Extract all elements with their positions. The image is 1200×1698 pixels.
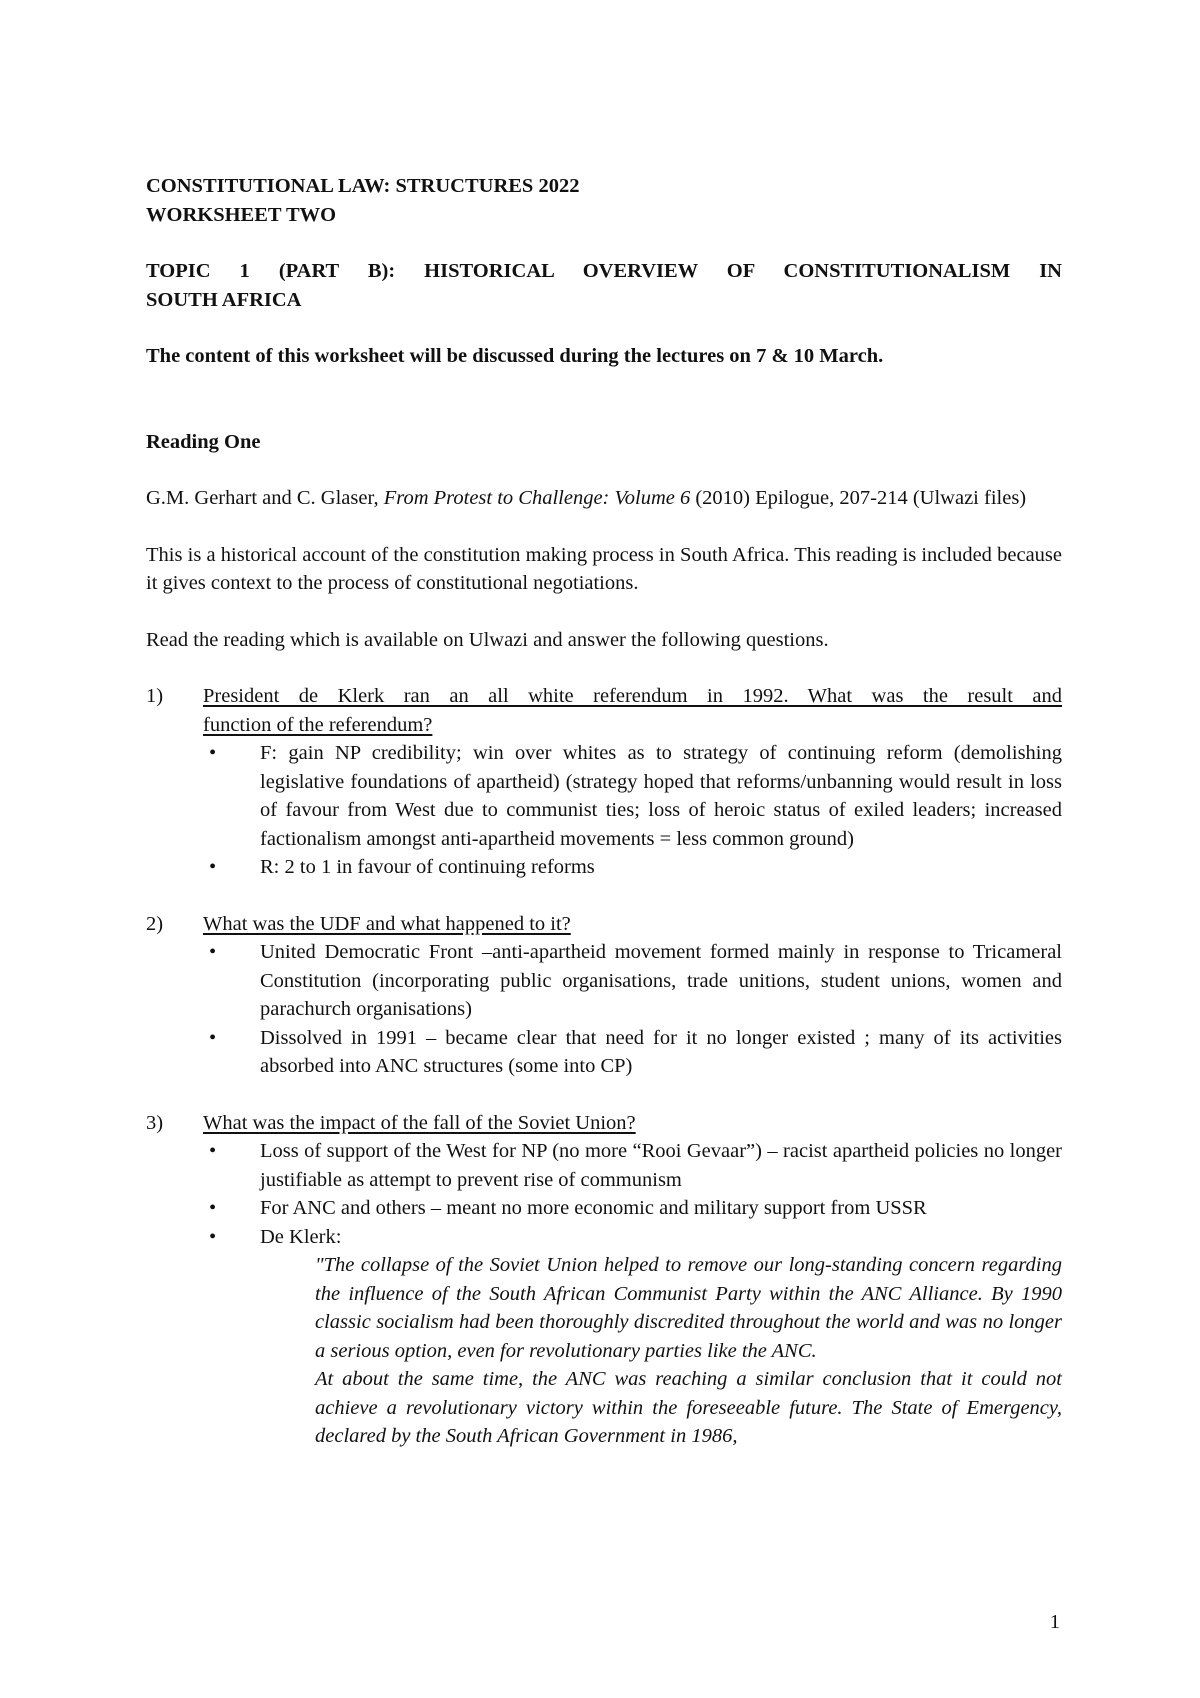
bullet-icon: •	[209, 941, 217, 963]
citation-details: (2010) Epilogue, 207-214 (Ulwazi files)	[690, 487, 1027, 509]
bullet-icon: •	[209, 1225, 217, 1248]
question-1-text-line-2: function of the referendum?	[203, 713, 433, 736]
question-2-head	[146, 910, 1062, 939]
topic-line-1: TOPIC 1 (PART B): HISTORICAL OVERVIEW OF CONSTITUTIONALISM IN	[146, 260, 1062, 282]
question-1-head	[146, 682, 1062, 739]
reading-heading: Reading One	[146, 430, 261, 453]
question-1	[146, 682, 1062, 882]
list-item	[203, 938, 1062, 1024]
list-item	[203, 739, 1062, 853]
citation-title: From Protest to Challenge: Volume 6	[383, 487, 691, 509]
list-item-text: Loss of support of the West for NP (no more “Rooi Gevaar”) – racist apartheid policies no longer justifiable as attempt to prevent rise of communism	[260, 1140, 1062, 1191]
bullet-icon: •	[209, 1026, 217, 1049]
topic-line-2: SOUTH AFRICA	[146, 288, 302, 311]
list-item-text: Dissolved in 1991 – became clear that need for it no longer existed ; many of its activities absorbed into ANC structures (some into CP)	[260, 1026, 1062, 1077]
answer-list	[146, 739, 1062, 882]
list-item-text: De Klerk:	[260, 1225, 342, 1248]
reading-instruction: Read the reading which is available on Ulwazi and answer the following questions.	[146, 628, 829, 651]
answer-list	[146, 938, 1062, 1081]
question-1-text-line-1: President de Klerk ran an all white referendum in 1992. What was the result and	[203, 685, 1062, 707]
list-item-text: For ANC and others – meant no more economic and military support from USSR	[260, 1197, 927, 1219]
bullet-icon: •	[209, 742, 217, 764]
course-title: CONSTITUTIONAL LAW: STRUCTURES 2022	[146, 175, 580, 197]
bullet-icon: •	[209, 856, 217, 878]
list-item	[203, 1223, 1062, 1252]
page-number: 1	[1049, 1611, 1060, 1633]
question-3-text: What was the impact of the fall of the Soviet Union?	[203, 1111, 636, 1134]
list-item-text: F: gain NP credibility; win over whites as to strategy of continuing reform (demolishing legislative foundations of apartheid) (strategy hoped that reforms/unbanning would result in loss of favour from West due to communist ties; loss of heroic status of exiled leaders; increased factionalism amongst anti-apartheid movements = less common ground)	[260, 742, 1062, 850]
title-block	[146, 172, 1062, 229]
list-item-text: United Democratic Front –anti-apartheid movement formed mainly in response to Tricameral Constitution (incorporating public organisations, trade unitions, student unions, women and parachurch organisations)	[260, 941, 1062, 1020]
quote-paragraph-2: At about the same time, the ANC was reaching a similar conclusion that it could not achieve a revolutionary victory within the foreseeable future. The State of Emergency, declared by the South African Government in 1986,	[315, 1368, 1062, 1447]
bullet-icon: •	[209, 1140, 217, 1162]
reading-description: This is a historical account of the constitution making process in South Africa. This reading is included because it gives context to the process of constitutional negotiations.	[146, 543, 1062, 594]
list-item	[203, 1024, 1062, 1081]
list-item-text: R: 2 to 1 in favour of continuing reforms	[260, 856, 595, 878]
answer-list	[146, 1137, 1062, 1251]
list-item	[203, 853, 1062, 882]
worksheet-title: WORKSHEET TWO	[146, 203, 337, 226]
reading-citation	[146, 484, 1062, 513]
quote-paragraph-1: "The collapse of the Soviet Union helped to remove our long-standing concern regarding the influence of the South African Communist Party within the ANC Alliance. By 1990 classic socialism had been thoroughly discredited throughout the world and was no longer a serious option, even for revolutionary parties like the ANC.	[315, 1254, 1062, 1362]
list-item	[203, 1137, 1062, 1194]
list-item	[203, 1194, 1062, 1223]
question-number: 3)	[146, 1111, 164, 1134]
de-klerk-quote	[260, 1251, 1062, 1451]
question-3	[146, 1109, 1062, 1451]
question-2	[146, 910, 1062, 1081]
question-3-head	[146, 1109, 1062, 1138]
bullet-icon: •	[209, 1197, 217, 1219]
question-number: 1)	[146, 685, 164, 707]
topic-heading	[146, 257, 1062, 314]
question-number: 2)	[146, 912, 164, 935]
lecture-notice: The content of this worksheet will be discussed during the lectures on 7 & 10 March.	[146, 345, 884, 367]
question-2-text: What was the UDF and what happened to it?	[203, 912, 571, 935]
citation-authors: G.M. Gerhart and C. Glaser,	[146, 487, 384, 509]
